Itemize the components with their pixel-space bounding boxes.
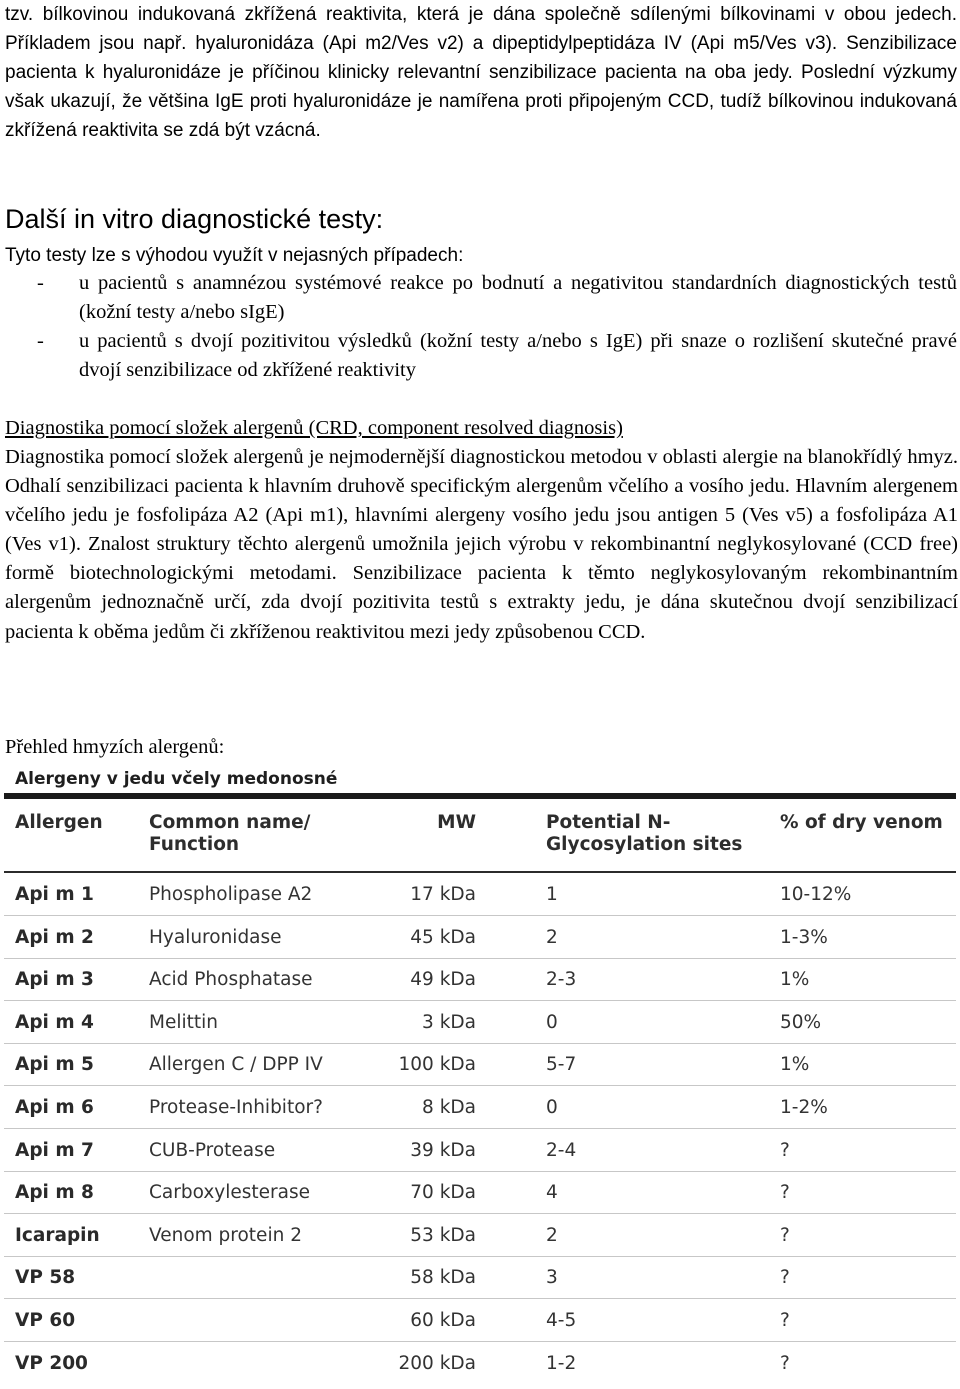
- cell-mw: 49 kDa: [410, 969, 476, 991]
- column-header-common-name-line2: Function: [149, 834, 240, 855]
- row-divider: [4, 915, 956, 916]
- cell-allergen: Api m 3: [15, 969, 94, 991]
- cell-mw: 8 kDa: [422, 1097, 476, 1118]
- cell-mw: 45 kDa: [410, 926, 476, 948]
- cell-dry-venom: 1-3%: [780, 926, 828, 948]
- cell-dry-venom: ?: [780, 1182, 790, 1204]
- intro-text-part-2: v obou jedech. Příkladem jsou např. hyaluronidáza (Api m2/Ves v2) a dipeptidylpeptidáza IV (Api m5/Ves v3). Senzibilizace pacienta k hyaluronidáze je příčinou klinicky relevantní senzibilizace pacienta na oba jedy. Poslední výzkumy však ukazují, že většina IgE proti hyaluronidáze je namířena proti připojeným CCD, tudíž bílkovinou indukovaná zkřížená reaktivita se zdá být vzácná.: [5, 4, 958, 141]
- cell-dry-venom: 10-12%: [780, 884, 852, 905]
- cell-common-name: Carboxylesterase: [149, 1182, 311, 1204]
- cell-dry-venom: ?: [780, 1267, 790, 1289]
- crd-section-title: Diagnostika pomocí složek alergenů (CRD, component resolved diagnosis): [5, 417, 623, 439]
- cell-dry-venom: 1-2%: [780, 1097, 828, 1118]
- cell-glycosylation-sites: 5-7: [546, 1054, 577, 1076]
- column-header-glycosylation-line1: Potential N-: [546, 812, 671, 833]
- cell-dry-venom: 50%: [780, 1011, 822, 1033]
- cell-common-name: CUB-Protease: [149, 1139, 276, 1161]
- column-header-allergen: Allergen: [15, 812, 103, 833]
- cell-allergen: Api m 4: [15, 1011, 94, 1033]
- cell-allergen: Api m 1: [15, 884, 94, 905]
- cell-common-name: Allergen C / DPP IV: [149, 1054, 323, 1076]
- cell-dry-venom: ?: [780, 1139, 790, 1161]
- cell-dry-venom: ?: [780, 1310, 790, 1331]
- cell-glycosylation-sites: 2-4: [546, 1139, 577, 1161]
- column-header-glycosylation-line2: Glycosylation sites: [546, 834, 743, 855]
- vitro-bullet-list: [5, 269, 957, 385]
- cell-mw: 100 kDa: [398, 1054, 476, 1076]
- column-header-common-name: [149, 812, 310, 856]
- column-header-glycosylation: [546, 812, 742, 856]
- cell-common-name: Melittin: [149, 1011, 218, 1033]
- cell-allergen: Api m 5: [15, 1054, 94, 1076]
- cell-mw: 70 kDa: [410, 1182, 476, 1204]
- cell-mw: 58 kDa: [410, 1267, 476, 1289]
- row-divider: [4, 1128, 956, 1129]
- row-divider: [4, 1043, 956, 1044]
- cell-dry-venom: 1%: [780, 969, 810, 991]
- cell-glycosylation-sites: 1: [546, 884, 558, 905]
- cell-mw: 53 kDa: [410, 1224, 476, 1246]
- bee-venom-allergen-table: [0, 762, 960, 1389]
- row-divider: [4, 1256, 956, 1257]
- cell-glycosylation-sites: 2-3: [546, 969, 577, 991]
- intro-text-part-1: tzv. bílkovinou indukovaná zkřížená reaktivita, která je dána společně sdílenými bílkovinami: [5, 4, 816, 25]
- cell-allergen: Icarapin: [15, 1224, 100, 1246]
- cell-glycosylation-sites: 3: [546, 1267, 558, 1289]
- column-header-dry-venom: % of dry venom: [780, 812, 943, 833]
- table-top-band: [4, 793, 956, 799]
- allergen-overview-label: Přehled hmyzích alergenů:: [5, 736, 225, 758]
- header-rule: [4, 871, 956, 873]
- cell-glycosylation-sites: 0: [546, 1097, 558, 1118]
- column-header-mw: MW: [437, 812, 476, 833]
- bullet-item: [5, 269, 957, 327]
- cell-common-name: Phospholipase A2: [149, 884, 313, 905]
- column-header-common-name-line1: Common name/: [149, 812, 311, 833]
- bullet-dash: -: [37, 272, 44, 294]
- row-divider: [4, 1341, 956, 1342]
- cell-glycosylation-sites: 2: [546, 926, 558, 948]
- cell-mw: 60 kDa: [410, 1310, 476, 1331]
- cell-glycosylation-sites: 4: [546, 1182, 558, 1204]
- cell-mw: 200 kDa: [398, 1352, 476, 1374]
- section-heading-vitro-tests: Další in vitro diagnostické testy:: [5, 204, 384, 234]
- cell-mw: 39 kDa: [410, 1139, 476, 1161]
- cell-dry-venom: ?: [780, 1224, 790, 1246]
- row-divider: [4, 1213, 956, 1214]
- cell-common-name: Venom protein 2: [149, 1224, 302, 1246]
- cell-common-name: Hyaluronidase: [149, 926, 282, 948]
- cell-common-name: Protease-Inhibitor?: [149, 1097, 323, 1118]
- crd-body-paragraph: Diagnostika pomocí složek alergenů je nejmodernější diagnostickou metodou v oblasti alergie na blanokřídlý hmyz. Odhalí senzibilizaci pacienta k hlavním druhově specifickým alergenům včelího a vosího jedu. Hlavním alergenem včelího jedu je fosfolipáza A2 (Api m1), hlavními alergeny vosího jedu jsou antigen 5 (Ves v5) a fosfolipáza A1 (Ves v1). Znalost struktury těchto alergenů umožnila jejich výrobu v rekombinantní neglykosylované (CCD free) formě biotechnologickými metodami. Senzibilizace pacienta k těmto neglykosylovaným rekombinantním alergenům jednoznačně určí, zda dvojí pozitivita testů s extrakty jedu, je dána skutečnou dvojí senzibilizací pacienta k oběma jedům či zkříženou reaktivitou mezi jedy způsobenou CCD.: [5, 446, 958, 643]
- cell-allergen: Api m 6: [15, 1097, 94, 1118]
- cell-mw: 17 kDa: [410, 884, 476, 905]
- bullet-text: u pacientů s anamnézou systémové reakce po bodnutí a negativitou standardních diagnostických testů (kožní testy a/nebo sIgE): [79, 272, 957, 323]
- cell-allergen: Api m 8: [15, 1182, 94, 1204]
- cell-allergen: VP 60: [15, 1310, 76, 1331]
- cell-dry-venom: ?: [780, 1352, 790, 1374]
- bullet-dash: -: [37, 330, 44, 352]
- vitro-lead-text: Tyto testy lze s výhodou využít v nejasných případech:: [5, 245, 464, 266]
- row-divider: [4, 1171, 956, 1172]
- cell-allergen: VP 200: [15, 1352, 88, 1374]
- intro-paragraph: [5, 0, 957, 145]
- row-divider: [4, 1085, 956, 1086]
- cell-dry-venom: 1%: [780, 1054, 810, 1076]
- cell-glycosylation-sites: 2: [546, 1224, 558, 1246]
- cell-glycosylation-sites: 4-5: [546, 1310, 577, 1331]
- bullet-item: [5, 327, 957, 385]
- cell-common-name: Acid Phosphatase: [149, 969, 313, 991]
- cell-mw: 3 kDa: [422, 1011, 476, 1033]
- row-divider: [4, 1298, 956, 1299]
- cell-allergen: Api m 7: [15, 1139, 94, 1161]
- cell-allergen: VP 58: [15, 1267, 76, 1289]
- table-title: Alergeny v jedu včely medonosné: [15, 769, 338, 789]
- cell-glycosylation-sites: 0: [546, 1011, 558, 1033]
- bullet-text: u pacientů s dvojí pozitivitou výsledků (kožní testy a/nebo s IgE) při snaze o rozlišení skutečné pravé dvojí senzibilizace od zkřížené reaktivity: [79, 330, 957, 381]
- cell-allergen: Api m 2: [15, 926, 94, 948]
- row-divider: [4, 1000, 956, 1001]
- row-divider: [4, 958, 956, 959]
- cell-glycosylation-sites: 1-2: [546, 1352, 577, 1374]
